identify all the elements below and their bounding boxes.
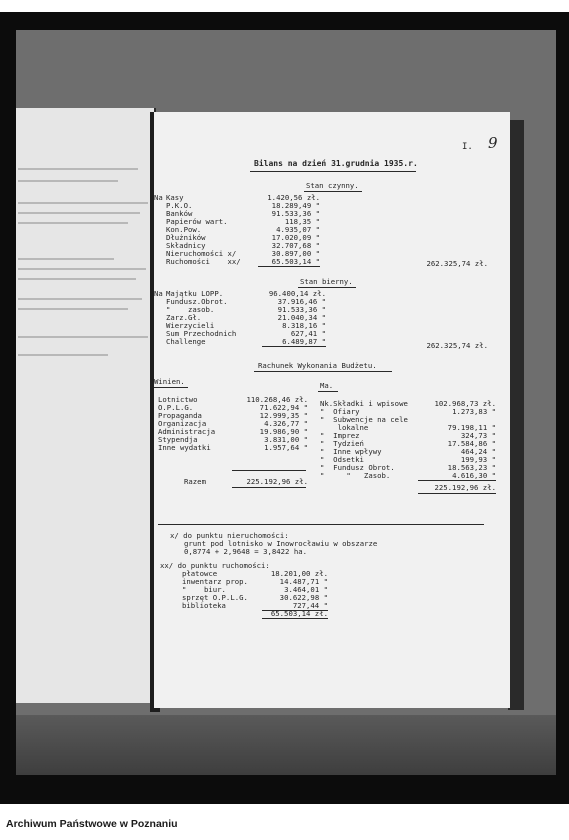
asset-label: P.K.O. [166,201,193,210]
ma-heading: Ma. [320,381,334,390]
winien-label: Inne wydatki [158,443,211,452]
ma-value: 324,73 " [460,431,496,440]
ma-value: 4.616,30 " [452,471,496,480]
ma-label: " Subwencje na cele [320,415,408,424]
winien-label: Stypendja [158,435,198,444]
winien-value: 4.326,77 " [264,419,308,428]
asset-label: Nieruchomości x/ [166,249,237,258]
movables-value: 30.622,98 " [279,593,328,602]
ma-value: 1.273,83 " [452,407,496,416]
movables-value: 18.201,00 zł. [270,569,328,578]
ma-label: Nk.Składki i wpisowe [320,399,408,408]
liability-value: 21.040,34 " [277,313,326,322]
liability-value: 91.533,36 " [277,305,326,314]
liability-value: 6.489,87 " [282,337,326,346]
ma-value: 464,24 " [460,447,496,456]
assets-heading: Stan czynny. [306,181,359,190]
ma-label: " " Zasob. [320,471,391,480]
movables-label: biblioteka [182,601,226,610]
document-title: Bilans na dzień 31.grudnia 1935.r. [254,159,418,168]
winien-total-label: Razem [184,477,206,486]
liability-value: 96.400,14 zł. [268,289,326,298]
movables-value: 727,44 " [292,601,328,610]
ma-label: " Ofiary [320,407,360,416]
asset-label: Dłużników [166,233,206,242]
asset-value: 18.289,49 " [271,201,320,210]
liability-label: Challenge [166,337,206,346]
asset-label: Składnicy [166,241,206,250]
liabilities-heading: Stan bierny. [300,277,353,286]
liability-label: Wierzycieli [166,321,215,330]
winien-label: Organizacja [158,419,207,428]
winien-value: 71.622,94 " [259,403,308,412]
ma-label: " Inne wpływy [320,447,382,456]
ma-label: " Imprez [320,431,360,440]
movables-value: 3.464,01 " [284,585,328,594]
asset-label: Banków [166,209,193,218]
asset-value: 118,35 " [284,217,320,226]
asset-value: 32.707,68 " [271,241,320,250]
asset-label: Kon.Pow. [166,225,202,234]
ma-value: 18.563,23 " [447,463,496,472]
liability-label: Zarz.Gł. [166,313,202,322]
ma-label: " Fundusz Obrot. [320,463,395,472]
asset-label: Ruchomości xx/ [166,257,241,266]
liabilities-total: 262.325,74 zł. [426,341,488,350]
winien-value: 12.999,35 " [259,411,308,420]
ma-value: 102.968,73 zł. [434,399,496,408]
liability-label: Sum Przechodnich [166,329,237,338]
note-realty-heading: x/ do punktu nieruchomości: [170,531,289,540]
winien-label: Propaganda [158,411,202,420]
winien-label: Lotnictwo [158,395,198,404]
ma-label: " Tydzień [320,439,364,448]
liability-value: 627,41 " [290,329,326,338]
asset-label: Kasy [166,193,184,202]
ma-value: 199,93 " [460,455,496,464]
movables-value: 14.487,71 " [279,577,328,586]
ma-value: 17.584,86 " [447,439,496,448]
movables-label: sprzęt O.P.L.G. [182,593,248,602]
budget-heading: Rachunek Wykonania Budżetu. [258,361,377,370]
underlying-sheet [16,108,156,703]
winien-label: O.P.L.G. [158,403,194,412]
ma-label: lokalne [320,423,369,432]
assets-prefix: Na [154,193,163,202]
asset-value: 30.897,00 " [271,249,320,258]
page-number: 9 [488,134,498,152]
movables-label: inwentarz prop. [182,577,248,586]
winien-value: 1.957,64 " [264,443,308,452]
movables-total: 65.503,14 zł. [270,609,328,618]
note-realty-area: 0,8774 + 2,9648 = 3,8422 ha. [184,547,308,556]
sheet-right-shadow [508,120,524,710]
liability-value: 37.916,46 " [277,297,326,306]
liabilities-prefix: Na [154,289,163,298]
asset-label: Papierów wart. [166,217,228,226]
winien-label: Administracja [158,427,216,436]
asset-value: 1.420,56 zł. [267,193,320,202]
liability-label: " zasob. [166,305,215,314]
winien-value: 110.268,46 zł. [246,395,308,404]
ma-label: " Odsetki [320,455,364,464]
winien-heading: Winien. [154,377,185,386]
note-movables-heading: xx/ do punktu ruchomości: [160,561,270,570]
winien-value: 3.831,00 " [264,435,308,444]
asset-value: 17.020,09 " [271,233,320,242]
note-realty-text: grunt pod lotnisko w Inowrocławiu w obszarze [184,539,378,548]
liability-label: Fundusz.Obrot. [166,297,228,306]
liability-label: Majątku LOPP. [166,289,224,298]
movables-label: płatowce [182,569,218,578]
asset-value: 91.533,36 " [271,209,320,218]
asset-value: 65.503,14 " [271,257,320,266]
winien-value: 19.986,90 " [259,427,308,436]
liability-value: 8.318,16 " [282,321,326,330]
ma-total: 225.192,96 zł. [434,483,496,492]
asset-value: 4.935,07 " [276,225,320,234]
ma-value: 79.198,11 " [447,423,496,432]
movables-label: " biur. [182,585,226,594]
assets-total: 262.325,74 zł. [426,259,488,268]
balance-sheet-page [154,112,510,708]
page-mark: I. [462,142,473,152]
archive-footer: Archiwum Państwowe w Poznaniu [6,818,178,830]
winien-total: 225.192,96 zł. [246,477,308,486]
